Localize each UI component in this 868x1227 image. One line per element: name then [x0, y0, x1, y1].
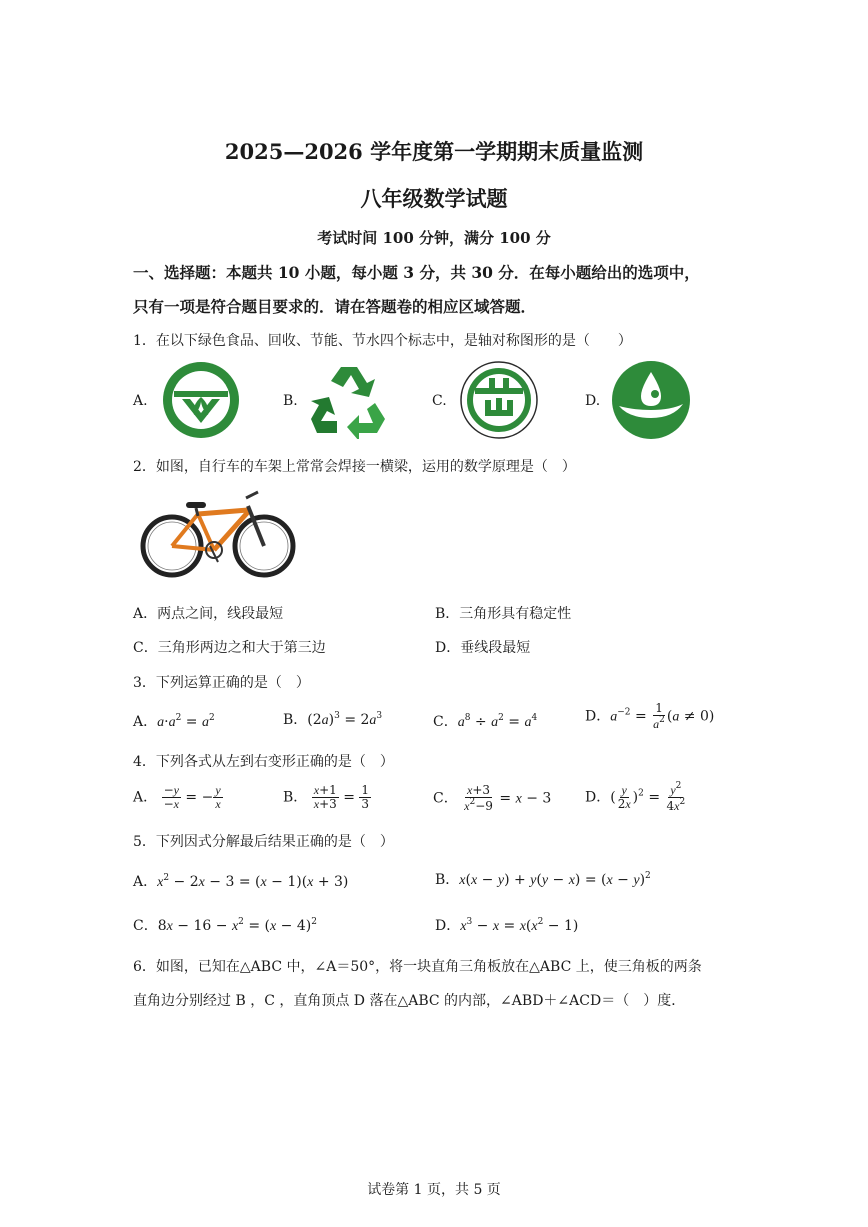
- q1-option-b-label: B.: [283, 393, 298, 409]
- question-2-stem: 2．如图，自行车的车架上常常会焊接一横梁，运用的数学原理是（ ）: [133, 459, 576, 475]
- water-saving-icon: [611, 360, 691, 440]
- q1-option-c-label: C.: [432, 393, 447, 409]
- exam-title: 2025—2026 学年度第一学期期末质量监测: [224, 139, 644, 164]
- q1-option-a-label: A.: [133, 393, 148, 409]
- section-instructions-line2: 只有一项是符合题目要求的．请在答题卷的相应区域答题．: [133, 297, 537, 316]
- q5-option-c: C．$8x - 16 - x^2 = (x - 4)^2$: [133, 917, 317, 934]
- q5-option-d: D．$x^3 - x = x(x^2 - 1)$: [435, 917, 579, 934]
- q3-option-c-label: C．: [433, 714, 458, 730]
- q4-option-c-label: C．: [433, 790, 458, 807]
- q3-option-d: D．$a^{-2}$ = $\frac{1}{a^2}$ (a ≠ 0): [585, 701, 715, 732]
- q2-option-a: A．两点之间，线段最短: [133, 606, 284, 622]
- q3-option-b: B．$(2a)^3 = 2a^3$: [283, 711, 383, 728]
- bicycle-icon: [140, 488, 296, 584]
- q2-option-c: C．三角形两边之和大于第三边: [133, 640, 326, 656]
- q4-option-b: B． $\frac{x+1}{x+3}$ = $\frac{1}{3}$: [283, 783, 370, 812]
- q4-option-b-label: B．: [283, 789, 308, 806]
- section-instructions-line1: 一、选择题：本题共 10 小题，每小题 3 分，共 30 分．在每小题给出的选项中，: [133, 263, 700, 282]
- q5-option-a-label: A．: [133, 874, 158, 890]
- recycle-icon: [309, 361, 389, 439]
- q5-option-d-label: D．: [435, 918, 461, 934]
- q1-option-d-label: D.: [585, 393, 601, 409]
- q3-option-c: C．$a^8 \div a^2 = a^4$: [433, 713, 538, 730]
- energy-saving-icon: [459, 360, 539, 440]
- q3-option-a-label: A．: [133, 714, 158, 730]
- q5-option-a: A．$x^2 - 2x - 3 = (x - 1)(x + 3)$: [133, 873, 349, 890]
- question-6-line2: 直角边分别经过 B ，C ，直角顶点 D 落在△ABC 的内部，∠ABD＋∠ACD＝（ ）度．: [133, 993, 686, 1009]
- question-5-stem: 5．下列因式分解最后结果正确的是（ ）: [133, 834, 394, 850]
- q3-option-b-label: B．: [283, 712, 308, 728]
- q3-option-d-label: D．: [585, 708, 611, 725]
- question-3-stem: 3．下列运算正确的是（ ）: [133, 675, 310, 691]
- q4-option-c: C． $\frac{x+3}{x^2-9}$ = x − 3: [433, 783, 552, 814]
- q2-option-d: D．垂线段最短: [435, 640, 531, 656]
- q5-option-c-label: C．: [133, 918, 158, 934]
- green-food-icon: [162, 361, 240, 439]
- q5-option-b-label: B．: [435, 872, 460, 888]
- question-1-stem: 1．在以下绿色食品、回收、节能、节水四个标志中，是轴对称图形的是（ ）: [133, 333, 632, 349]
- question-4-stem: 4．下列各式从左到右变形正确的是（ ）: [133, 754, 394, 770]
- question-6-line1: 6．如图，已知在△ABC 中，∠A＝50°，将一块直角三角板放在△ABC 上，使三角板的两条: [133, 959, 702, 975]
- q5-option-b: B．$x(x - y) + y(y - x) = (x - y)^2$: [435, 871, 651, 888]
- exam-subtitle: 八年级数学试题: [360, 186, 508, 211]
- exam-info: 考试时间 100 分钟，满分 100 分: [317, 229, 551, 247]
- q4-option-a-label: A．: [133, 789, 158, 806]
- page-footer: 试卷第 1 页，共 5 页: [367, 1182, 501, 1198]
- q4-option-d-label: D．: [585, 789, 611, 806]
- q4-option-d: D．( $\frac{y}{2x}$ )$^2$ = $\frac{y^2}{4x^2}$: [585, 781, 686, 814]
- q4-option-a: A． $\frac{-y}{-x}$ = − $\frac{y}{x}$: [133, 783, 221, 812]
- q3-option-a: A．$a\cdot a^2 = a^2$: [133, 713, 215, 730]
- q2-option-b: B．三角形具有稳定性: [435, 606, 572, 622]
